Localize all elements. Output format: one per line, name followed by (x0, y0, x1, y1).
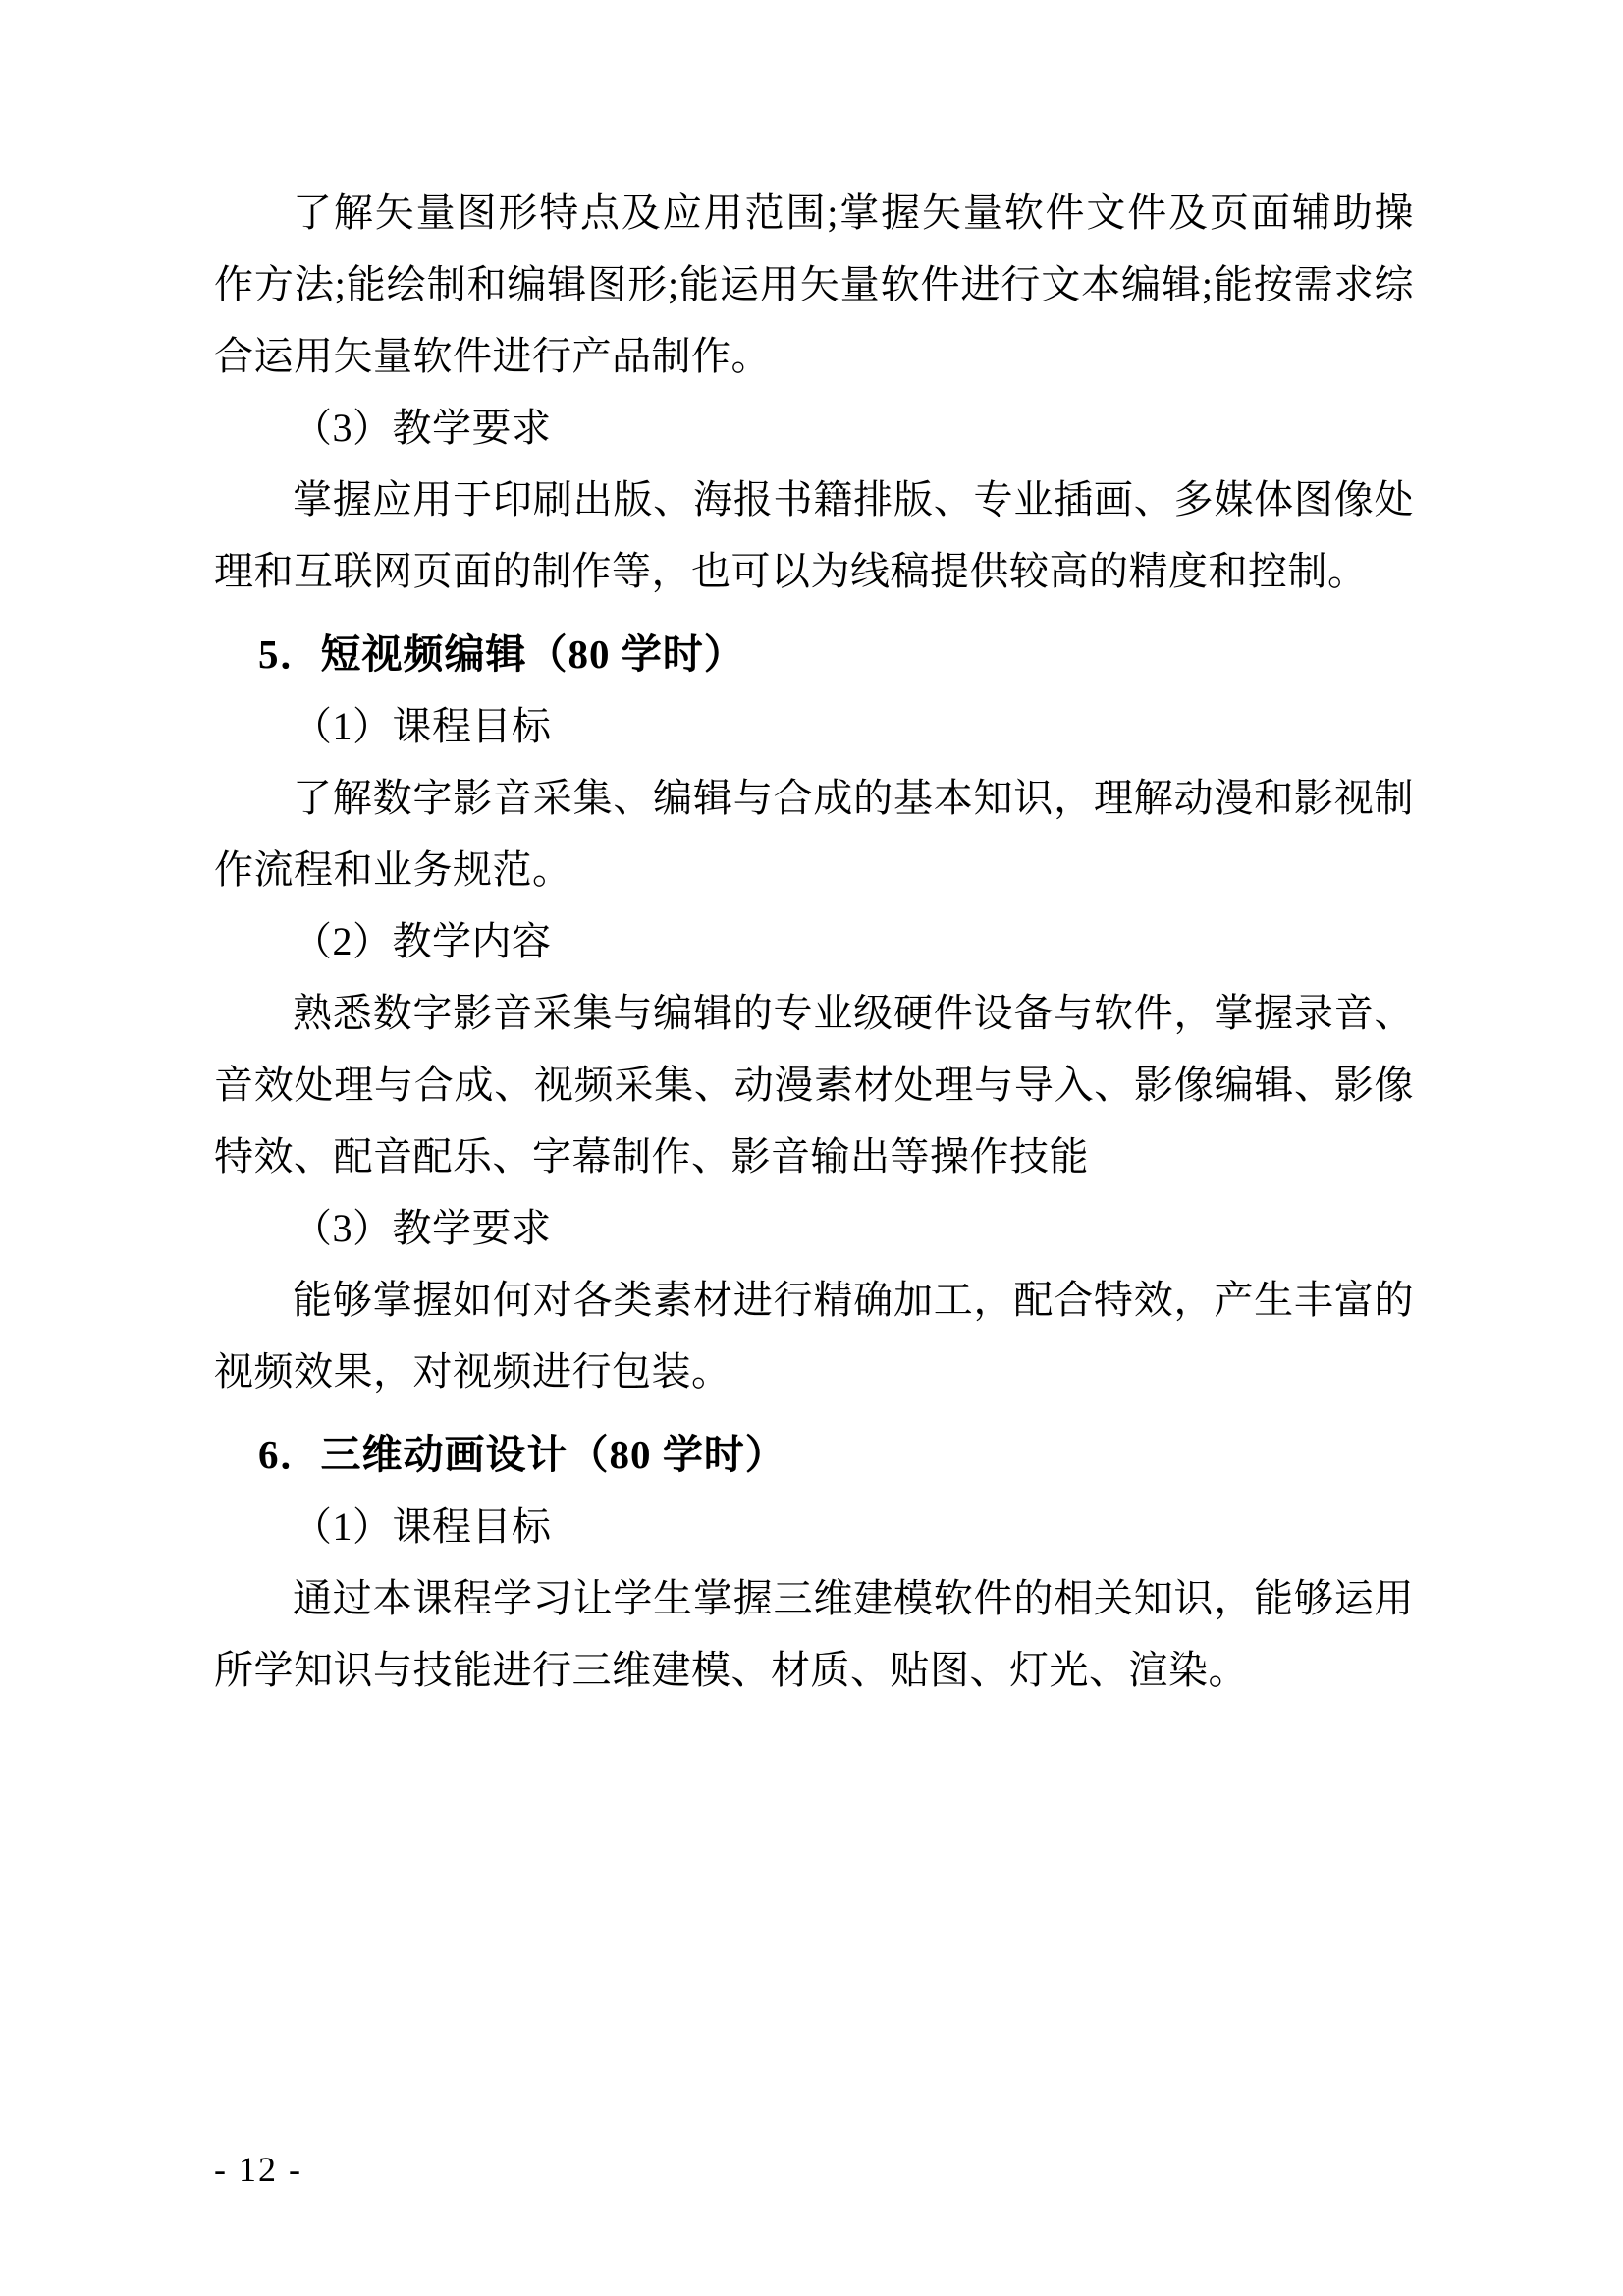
paragraph-teaching-requirement-1: 掌握应用于印刷出版、海报书籍排版、专业插画、多媒体图像处理和互联网页面的制作等，也可以为线稿提供较高的精度和控制。 (214, 477, 1414, 593)
page-number: - 12 - (214, 2150, 302, 2189)
paragraph-teaching-requirement-5: 能够掌握如何对各类素材进行精确加工，配合特效，产生丰富的视频效果，对视频进行包装。 (214, 1278, 1414, 1394)
paragraph-teaching-content-5: 熟悉数字影音采集与编辑的专业级硬件设备与软件，掌握录音、音效处理与合成、视频采集、动漫素材处理与导入、影像编辑、影像特效、配音配乐、字幕制作、影音输出等操作技能 (214, 991, 1414, 1178)
section-heading-3d-animation-design: 6．三维动画设计（80 学时） (258, 1432, 786, 1477)
paragraph-course-objective-label-5: （1）课程目标 (293, 704, 552, 748)
paragraph-course-objective-label-6: （1）课程目标 (293, 1504, 552, 1549)
paragraph-teaching-requirement-label-1: （3）教学要求 (293, 406, 552, 450)
paragraph-vector-graphics-content: 了解矢量图形特点及应用范围;掌握矢量软件文件及页面辅助操作方法;能绘制和编辑图形;能运用矢量软件进行文本编辑;能按需求综合运用矢量软件进行产品制作。 (214, 191, 1414, 378)
paragraph-teaching-content-label-5: （2）教学内容 (293, 919, 552, 963)
paragraph-course-objective-6: 通过本课程学习让学生掌握三维建模软件的相关知识，能够运用所学知识与技能进行三维建模、材质、贴图、灯光、渲染。 (214, 1576, 1414, 1692)
paragraph-course-objective-5: 了解数字影音采集、编辑与合成的基本知识，理解动漫和影视制作流程和业务规范。 (214, 776, 1414, 892)
section-heading-short-video-editing: 5．短视频编辑（80 学时） (258, 631, 745, 677)
page-content (214, 177, 1414, 1706)
paragraph-teaching-requirement-label-5: （3）教学要求 (293, 1206, 552, 1250)
